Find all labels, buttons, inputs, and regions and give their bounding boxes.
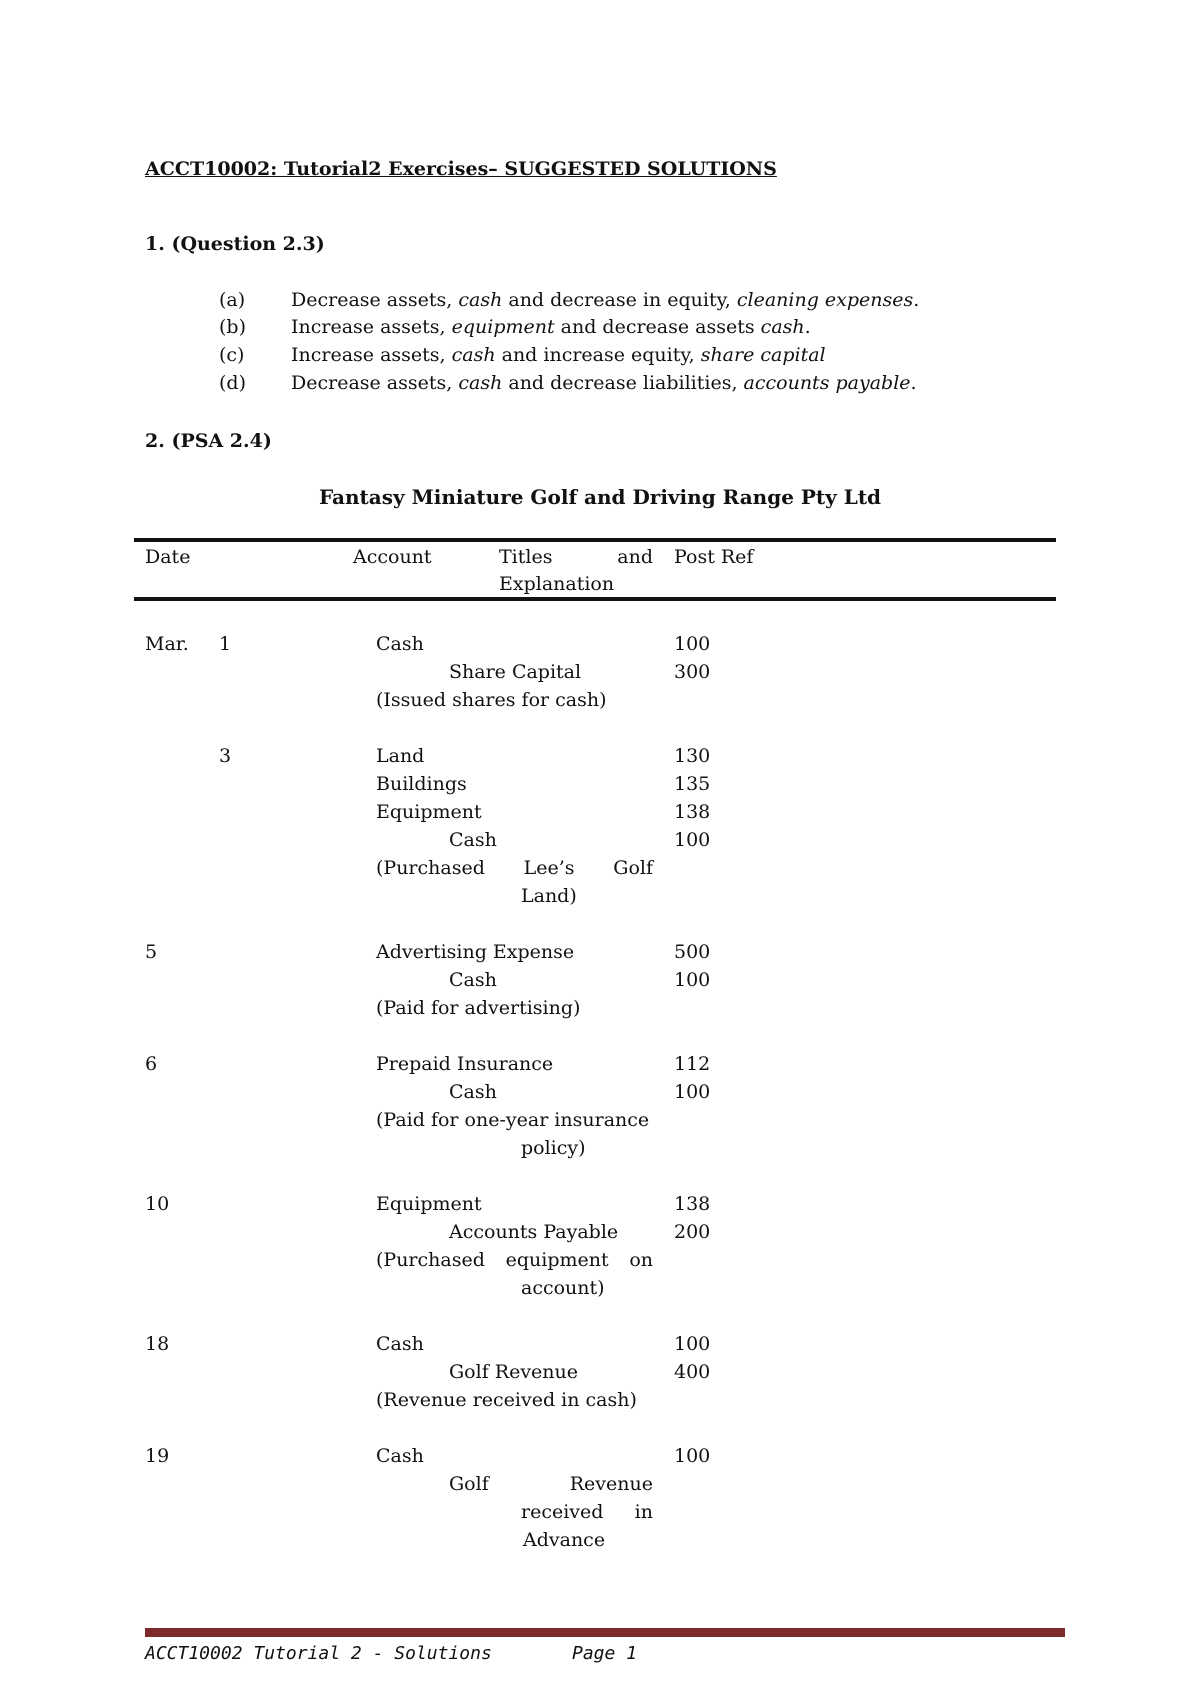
entry-3-explanation: (Paid for advertising) [376,997,581,1019]
entry-2-day: 3 [219,745,232,767]
entry-7-credit-word: Golf [449,1473,489,1495]
table-header-rule [134,597,1056,601]
entry-1-debit: Cash [376,633,424,655]
option-d-text: Decrease assets, cash and decrease liabilities, accounts payable. [291,372,917,394]
entry-7-credit-word: received [521,1501,604,1523]
entry-7-debit: Cash [376,1445,424,1467]
entry-4-ref-2: 100 [674,1081,711,1103]
document-title: ACCT10002: Tutorial2 Exercises– SUGGESTED SOLUTIONS [145,158,777,180]
entry-7-credit-word: Revenue [569,1473,653,1495]
entry-6-day: 18 [145,1333,170,1355]
header-post-ref: Post Ref [674,546,754,568]
question-2-heading: 2. (PSA 2.4) [145,430,272,452]
header-account-titles [499,546,653,568]
header-explanation: Explanation [499,573,615,595]
table-top-rule [134,538,1056,542]
entry-3-day: 5 [145,941,158,963]
footer-rule [145,1628,1065,1637]
footer-page-number: Page 1 [572,1643,638,1664]
entry-5-expl-word: equipment [505,1249,609,1271]
entry-5-explanation [376,1249,653,1271]
entry-5-ref-1: 138 [674,1193,711,1215]
entry-5-expl-word: (Purchased [376,1249,485,1271]
entry-1-ref-2: 300 [674,661,711,683]
entry-month: Mar. [145,633,189,655]
entry-7-credit-end: Advance [523,1529,606,1551]
header-date: Date [145,546,191,568]
entry-2-ref-4: 100 [674,829,711,851]
option-c-text: Increase assets, cash and increase equity, share capital [291,344,826,366]
entry-4-explanation: (Paid for one-year insurance [376,1109,650,1131]
entry-5-credit: Accounts Payable [449,1221,619,1243]
entry-6-debit: Cash [376,1333,424,1355]
header-account-word: Account [353,546,432,568]
option-b-label: (b) [219,316,246,338]
option-d-label: (d) [219,372,246,394]
entry-5-day: 10 [145,1193,170,1215]
entry-1-credit: Share Capital [449,661,582,683]
entry-3-ref-2: 100 [674,969,711,991]
option-c-label: (c) [219,344,245,366]
entry-2-credit: Cash [449,829,497,851]
entry-5-expl-word: on [629,1249,653,1271]
entry-7-credit-cont [521,1501,653,1523]
header-and-word: and [617,546,653,568]
entry-7-ref-1: 100 [674,1445,711,1467]
entry-4-ref-1: 112 [674,1053,711,1075]
entry-2-ref-1: 130 [674,745,711,767]
option-a-label: (a) [219,289,246,311]
entry-2-debit-1: Land [376,745,425,767]
entry-1-ref-1: 100 [674,633,711,655]
entry-4-debit: Prepaid Insurance [376,1053,554,1075]
entry-2-debit-3: Equipment [376,801,482,823]
entry-5-ref-2: 200 [674,1221,711,1243]
entry-3-credit: Cash [449,969,497,991]
entry-1-explanation: (Issued shares for cash) [376,689,607,711]
entry-2-explanation-end: Land) [521,885,577,907]
entry-1-day: 1 [219,633,232,655]
entry-6-credit: Golf Revenue [449,1361,579,1383]
question-1-heading: 1. (Question 2.3) [145,233,325,255]
entry-2-expl-word: (Purchased [376,857,485,879]
entry-5-debit: Equipment [376,1193,482,1215]
company-name: Fantasy Miniature Golf and Driving Range Pty Ltd [318,485,882,509]
entry-2-expl-word: Lee’s [523,857,575,879]
entry-4-credit: Cash [449,1081,497,1103]
entry-7-day: 19 [145,1445,170,1467]
header-titles-word: Titles [499,546,553,568]
option-b-text: Increase assets, equipment and decrease assets cash. [291,316,811,338]
entry-7-credit-word: in [634,1501,653,1523]
entry-2-expl-word: Golf [613,857,653,879]
entry-4-explanation-end: policy) [521,1137,586,1159]
option-a-text: Decrease assets, cash and decrease in equity, cleaning expenses. [291,289,920,311]
entry-6-ref-2: 400 [674,1361,711,1383]
entry-2-debit-2: Buildings [376,773,467,795]
entry-6-explanation: (Revenue received in cash) [376,1389,637,1411]
entry-3-ref-1: 500 [674,941,711,963]
entry-7-credit [449,1473,653,1495]
entry-3-debit: Advertising Expense [376,941,575,963]
entry-2-ref-3: 138 [674,801,711,823]
footer-document-label: ACCT10002 Tutorial 2 - Solutions [145,1643,492,1664]
entry-5-explanation-end: account) [521,1277,605,1299]
entry-6-ref-1: 100 [674,1333,711,1355]
entry-2-explanation [376,857,653,879]
entry-4-day: 6 [145,1053,158,1075]
entry-2-ref-2: 135 [674,773,711,795]
